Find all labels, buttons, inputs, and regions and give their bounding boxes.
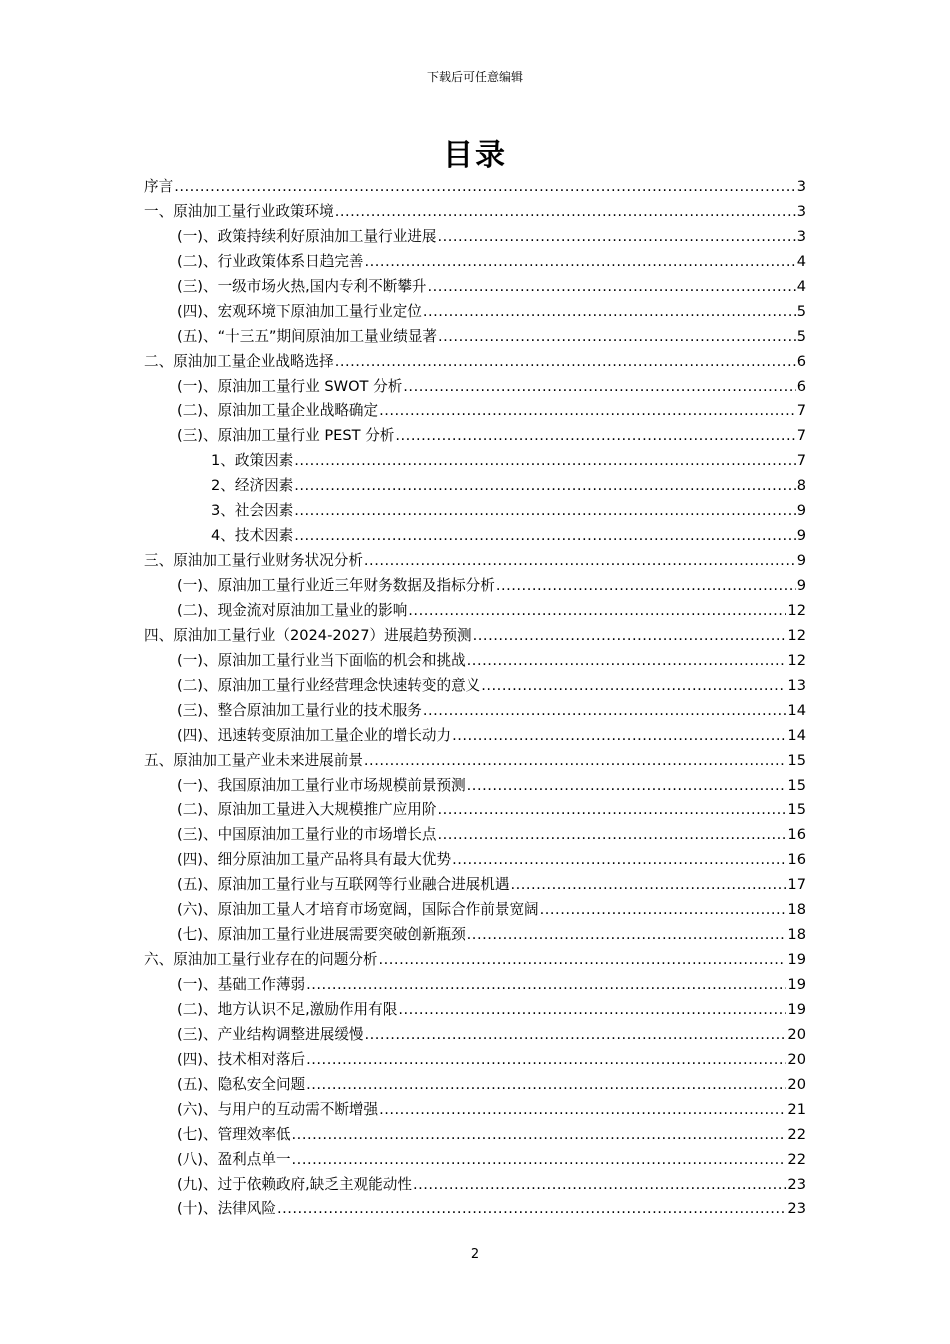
- toc-entry[interactable]: [144, 449, 806, 474]
- toc-dot-leader: [379, 399, 796, 424]
- toc-entry[interactable]: [144, 399, 806, 424]
- toc-entry-page: 19: [787, 951, 806, 969]
- toc-entry-label: 1、政策因素: [211, 452, 294, 470]
- toc-entry-label: 2、经济因素: [211, 477, 294, 495]
- toc-entry-label: (四)、技术相对落后: [177, 1050, 306, 1068]
- toc-dot-leader: [423, 300, 796, 325]
- toc-entry-page: 9: [796, 527, 806, 545]
- toc-entry-page: 3: [796, 202, 806, 220]
- toc-entry-label: (三)、中国原油加工量行业的市场增长点: [177, 826, 437, 844]
- toc-entry-page: 22: [787, 1125, 806, 1143]
- toc-entry-label: 四、原油加工量行业（2024-2027）进展趋势预测: [144, 626, 472, 644]
- toc-entry-label: 二、原油加工量企业战略选择: [144, 352, 334, 370]
- toc-entry-label: (二)、原油加工量企业战略确定: [177, 402, 379, 420]
- toc-entry[interactable]: [144, 724, 806, 749]
- toc-dot-leader: [423, 699, 787, 724]
- toc-entry[interactable]: [144, 1048, 806, 1073]
- toc-dot-leader: [335, 350, 796, 375]
- toc-entry[interactable]: [144, 474, 806, 499]
- toc-dot-leader: [481, 674, 786, 699]
- toc-dot-leader: [403, 375, 795, 400]
- toc-entry[interactable]: [144, 1023, 806, 1048]
- toc-entry[interactable]: [144, 848, 806, 873]
- toc-entry-page: 22: [787, 1150, 806, 1168]
- toc-entry[interactable]: [144, 599, 806, 624]
- page-header: 下载后可任意编辑: [426, 70, 523, 84]
- toc-entry[interactable]: [144, 275, 806, 300]
- toc-entry[interactable]: [144, 499, 806, 524]
- toc-entry-page: 21: [787, 1100, 806, 1118]
- toc-entry[interactable]: [144, 1173, 806, 1198]
- toc-entry-label: (三)、产业结构调整进展缓慢: [177, 1025, 364, 1043]
- toc-entry-label: 3、社会因素: [211, 502, 294, 520]
- toc-entry[interactable]: [144, 350, 806, 375]
- toc-entry-label: (九)、过于依赖政府,缺乏主观能动性: [177, 1175, 412, 1193]
- toc-entry-label: (一)、原油加工量行业 SWOT 分析: [177, 377, 403, 395]
- toc-entry-page: 8: [796, 477, 806, 495]
- toc-dot-leader: [379, 948, 787, 973]
- toc-entry[interactable]: [144, 225, 806, 250]
- toc-entry-page: 23: [787, 1200, 806, 1218]
- toc-entry-page: 7: [796, 402, 806, 420]
- toc-entry-label: (五)、隐私安全问题: [177, 1075, 306, 1093]
- toc-entry[interactable]: [144, 873, 806, 898]
- toc-entry-label: (一)、我国原油加工量行业市场规模前景预测: [177, 776, 466, 794]
- toc-dot-leader: [438, 325, 796, 350]
- toc-entry-label: (三)、整合原油加工量行业的技术服务: [177, 701, 422, 719]
- toc-dot-leader: [437, 823, 786, 848]
- toc-entry-label: (四)、迅速转变原油加工量企业的增长动力: [177, 726, 452, 744]
- toc-entry-page: 20: [787, 1050, 806, 1068]
- toc-dot-leader: [467, 649, 787, 674]
- toc-entry[interactable]: [144, 1148, 806, 1173]
- toc-dot-leader: [398, 998, 786, 1023]
- toc-entry-label: (二)、行业政策体系日趋完善: [177, 252, 364, 270]
- toc-entry-page: 20: [787, 1075, 806, 1093]
- toc-dot-leader: [306, 1073, 786, 1098]
- toc-entry-label: (四)、细分原油加工量产品将具有最大优势: [177, 851, 452, 869]
- toc-entry-page: 9: [796, 552, 806, 570]
- toc-entry[interactable]: [144, 923, 806, 948]
- toc-entry-page: 19: [787, 1000, 806, 1018]
- toc-entry-label: (一)、基础工作薄弱: [177, 976, 306, 993]
- toc-dot-leader: [174, 175, 796, 200]
- toc-entry[interactable]: [144, 375, 806, 400]
- toc-dot-leader: [428, 275, 796, 300]
- toc-dot-leader: [365, 250, 796, 275]
- toc-entry-page: 18: [787, 901, 806, 919]
- toc-dot-leader: [452, 724, 786, 749]
- toc-entry[interactable]: [144, 1073, 806, 1098]
- toc-entry-label: 一、原油加工量行业政策环境: [144, 202, 334, 220]
- toc-dot-leader: [540, 898, 787, 923]
- page-number: 2: [470, 1247, 480, 1262]
- toc-entry-page: 13: [787, 676, 806, 694]
- toc-entry-page: 17: [787, 876, 806, 894]
- toc-entry[interactable]: [144, 424, 806, 449]
- toc-entry[interactable]: [144, 300, 806, 325]
- toc-entry-label: (六)、原油加工量人才培育市场宽阔，国际合作前景宽阔: [177, 901, 539, 919]
- toc-dot-leader: [510, 873, 786, 898]
- toc-dot-leader: [413, 1173, 786, 1198]
- toc-entry-label: (二)、原油加工量进入大规模推广应用阶: [177, 801, 437, 819]
- toc-entry-page: 12: [787, 651, 806, 669]
- toc-entry[interactable]: [144, 948, 806, 973]
- toc-dot-leader: [306, 1048, 786, 1073]
- toc-entry-page: 7: [796, 427, 806, 445]
- toc-dot-leader: [467, 774, 787, 799]
- toc-entry[interactable]: [144, 524, 806, 549]
- toc-entry-page: 6: [796, 377, 806, 395]
- toc-entry-label: (三)、原油加工量行业 PEST 分析: [177, 427, 395, 445]
- toc-entry[interactable]: [144, 699, 806, 724]
- toc-entry-label: 六、原油加工量行业存在的问题分析: [144, 951, 378, 969]
- toc-entry-page: 14: [787, 726, 806, 744]
- toc-entry-page: 4: [796, 277, 806, 295]
- toc-entry-label: (一)、政策持续利好原油加工量行业进展: [177, 227, 437, 245]
- toc-entry-page: 15: [787, 776, 806, 794]
- toc-entry[interactable]: [144, 774, 806, 799]
- toc-entry-label: (五)、“十三五”期间原油加工量业绩显著: [177, 327, 438, 345]
- toc-entry[interactable]: [144, 973, 806, 998]
- toc-dot-leader: [294, 499, 795, 524]
- toc-dot-leader: [467, 923, 787, 948]
- toc-dot-leader: [395, 424, 795, 449]
- toc-entry-page: 15: [787, 751, 806, 769]
- toc-entry-page: 9: [796, 502, 806, 520]
- toc-entry-page: 9: [796, 577, 806, 594]
- toc-entry[interactable]: [144, 898, 806, 923]
- toc-entry[interactable]: [144, 200, 806, 225]
- toc-entry-page: 7: [796, 452, 806, 470]
- toc-dot-leader: [294, 524, 795, 549]
- page-title: 目录: [443, 138, 507, 173]
- toc-dot-leader: [437, 225, 795, 250]
- toc-entry-label: 三、原油加工量行业财务状况分析: [144, 552, 363, 570]
- toc-dot-leader: [379, 1098, 786, 1123]
- toc-entry[interactable]: [144, 674, 806, 699]
- toc-dot-leader: [452, 848, 786, 873]
- toc-entry-label: (二)、原油加工量行业经营理念快速转变的意义: [177, 676, 481, 694]
- toc-entry[interactable]: [144, 574, 806, 599]
- toc-entry[interactable]: [144, 1123, 806, 1148]
- toc-entry-page: 16: [787, 851, 806, 869]
- toc-entry-label: 4、技术因素: [211, 527, 294, 545]
- toc-entry[interactable]: [144, 1197, 806, 1222]
- toc-dot-leader: [364, 549, 796, 574]
- toc-entry-page: 4: [796, 252, 806, 270]
- toc-entry[interactable]: [144, 250, 806, 275]
- toc-entry-label: (五)、原油加工量行业与互联网等行业融合进展机遇: [177, 876, 510, 894]
- toc-entry-page: 14: [787, 701, 806, 719]
- toc-entry[interactable]: [144, 798, 806, 823]
- toc-entry-label: (十)、法律风险: [177, 1200, 276, 1218]
- toc-entry-page: 19: [787, 976, 806, 993]
- toc-entry-label: (四)、宏观环境下原油加工量行业定位: [177, 302, 422, 320]
- toc-dot-leader: [277, 1197, 786, 1222]
- toc-entry[interactable]: [144, 549, 806, 574]
- toc-entry-page: 3: [796, 227, 806, 245]
- toc-entry-label: (六)、与用户的互动需不断增强: [177, 1100, 379, 1118]
- toc-entry-label: (一)、原油加工量行业近三年财务数据及指标分析: [177, 577, 495, 594]
- toc-entry-label: (八)、盈利点单一: [177, 1150, 291, 1168]
- toc-entry-page: 3: [796, 178, 806, 195]
- toc-dot-leader: [292, 1148, 787, 1173]
- toc-dot-leader: [365, 1023, 787, 1048]
- toc-entry-label: 序言: [144, 178, 174, 195]
- toc-entry-page: 6: [796, 352, 806, 370]
- toc-entry-label: 五、原油加工量产业未来进展前景: [144, 751, 363, 769]
- toc-dot-leader: [496, 574, 796, 599]
- toc-entry-page: 12: [787, 626, 806, 644]
- toc-entry-label: (三)、一级市场火热,国内专利不断攀升: [177, 277, 427, 295]
- toc-entry-label: (二)、现金流对原油加工量业的影响: [177, 601, 408, 619]
- toc-entry-label: (一)、原油加工量行业当下面临的机会和挑战: [177, 651, 466, 669]
- toc-entry-page: 5: [796, 302, 806, 320]
- toc-entry-page: 20: [787, 1025, 806, 1043]
- toc-entry[interactable]: [144, 823, 806, 848]
- toc-entry[interactable]: [144, 649, 806, 674]
- toc-entry-page: 12: [787, 601, 806, 619]
- toc-entry[interactable]: [144, 175, 806, 200]
- table-of-contents: [144, 175, 806, 1222]
- toc-dot-leader: [335, 200, 796, 225]
- toc-dot-leader: [364, 749, 787, 774]
- toc-entry[interactable]: [144, 749, 806, 774]
- toc-entry-label: (七)、原油加工量行业进展需要突破创新瓶颈: [177, 926, 466, 944]
- toc-dot-leader: [294, 449, 795, 474]
- toc-dot-leader: [294, 474, 795, 499]
- toc-entry[interactable]: [144, 325, 806, 350]
- toc-entry-page: 16: [787, 826, 806, 844]
- toc-entry[interactable]: [144, 998, 806, 1023]
- toc-dot-leader: [306, 973, 786, 998]
- toc-entry[interactable]: [144, 1098, 806, 1123]
- toc-entry-page: 23: [787, 1175, 806, 1193]
- toc-dot-leader: [473, 624, 787, 649]
- toc-entry-page: 5: [796, 327, 806, 345]
- toc-entry-label: (二)、地方认识不足,激励作用有限: [177, 1000, 398, 1018]
- toc-entry[interactable]: [144, 624, 806, 649]
- toc-entry-page: 18: [787, 926, 806, 944]
- toc-dot-leader: [437, 798, 786, 823]
- toc-dot-leader: [408, 599, 786, 624]
- toc-dot-leader: [292, 1123, 787, 1148]
- toc-entry-label: (七)、管理效率低: [177, 1125, 291, 1143]
- toc-entry-page: 15: [787, 801, 806, 819]
